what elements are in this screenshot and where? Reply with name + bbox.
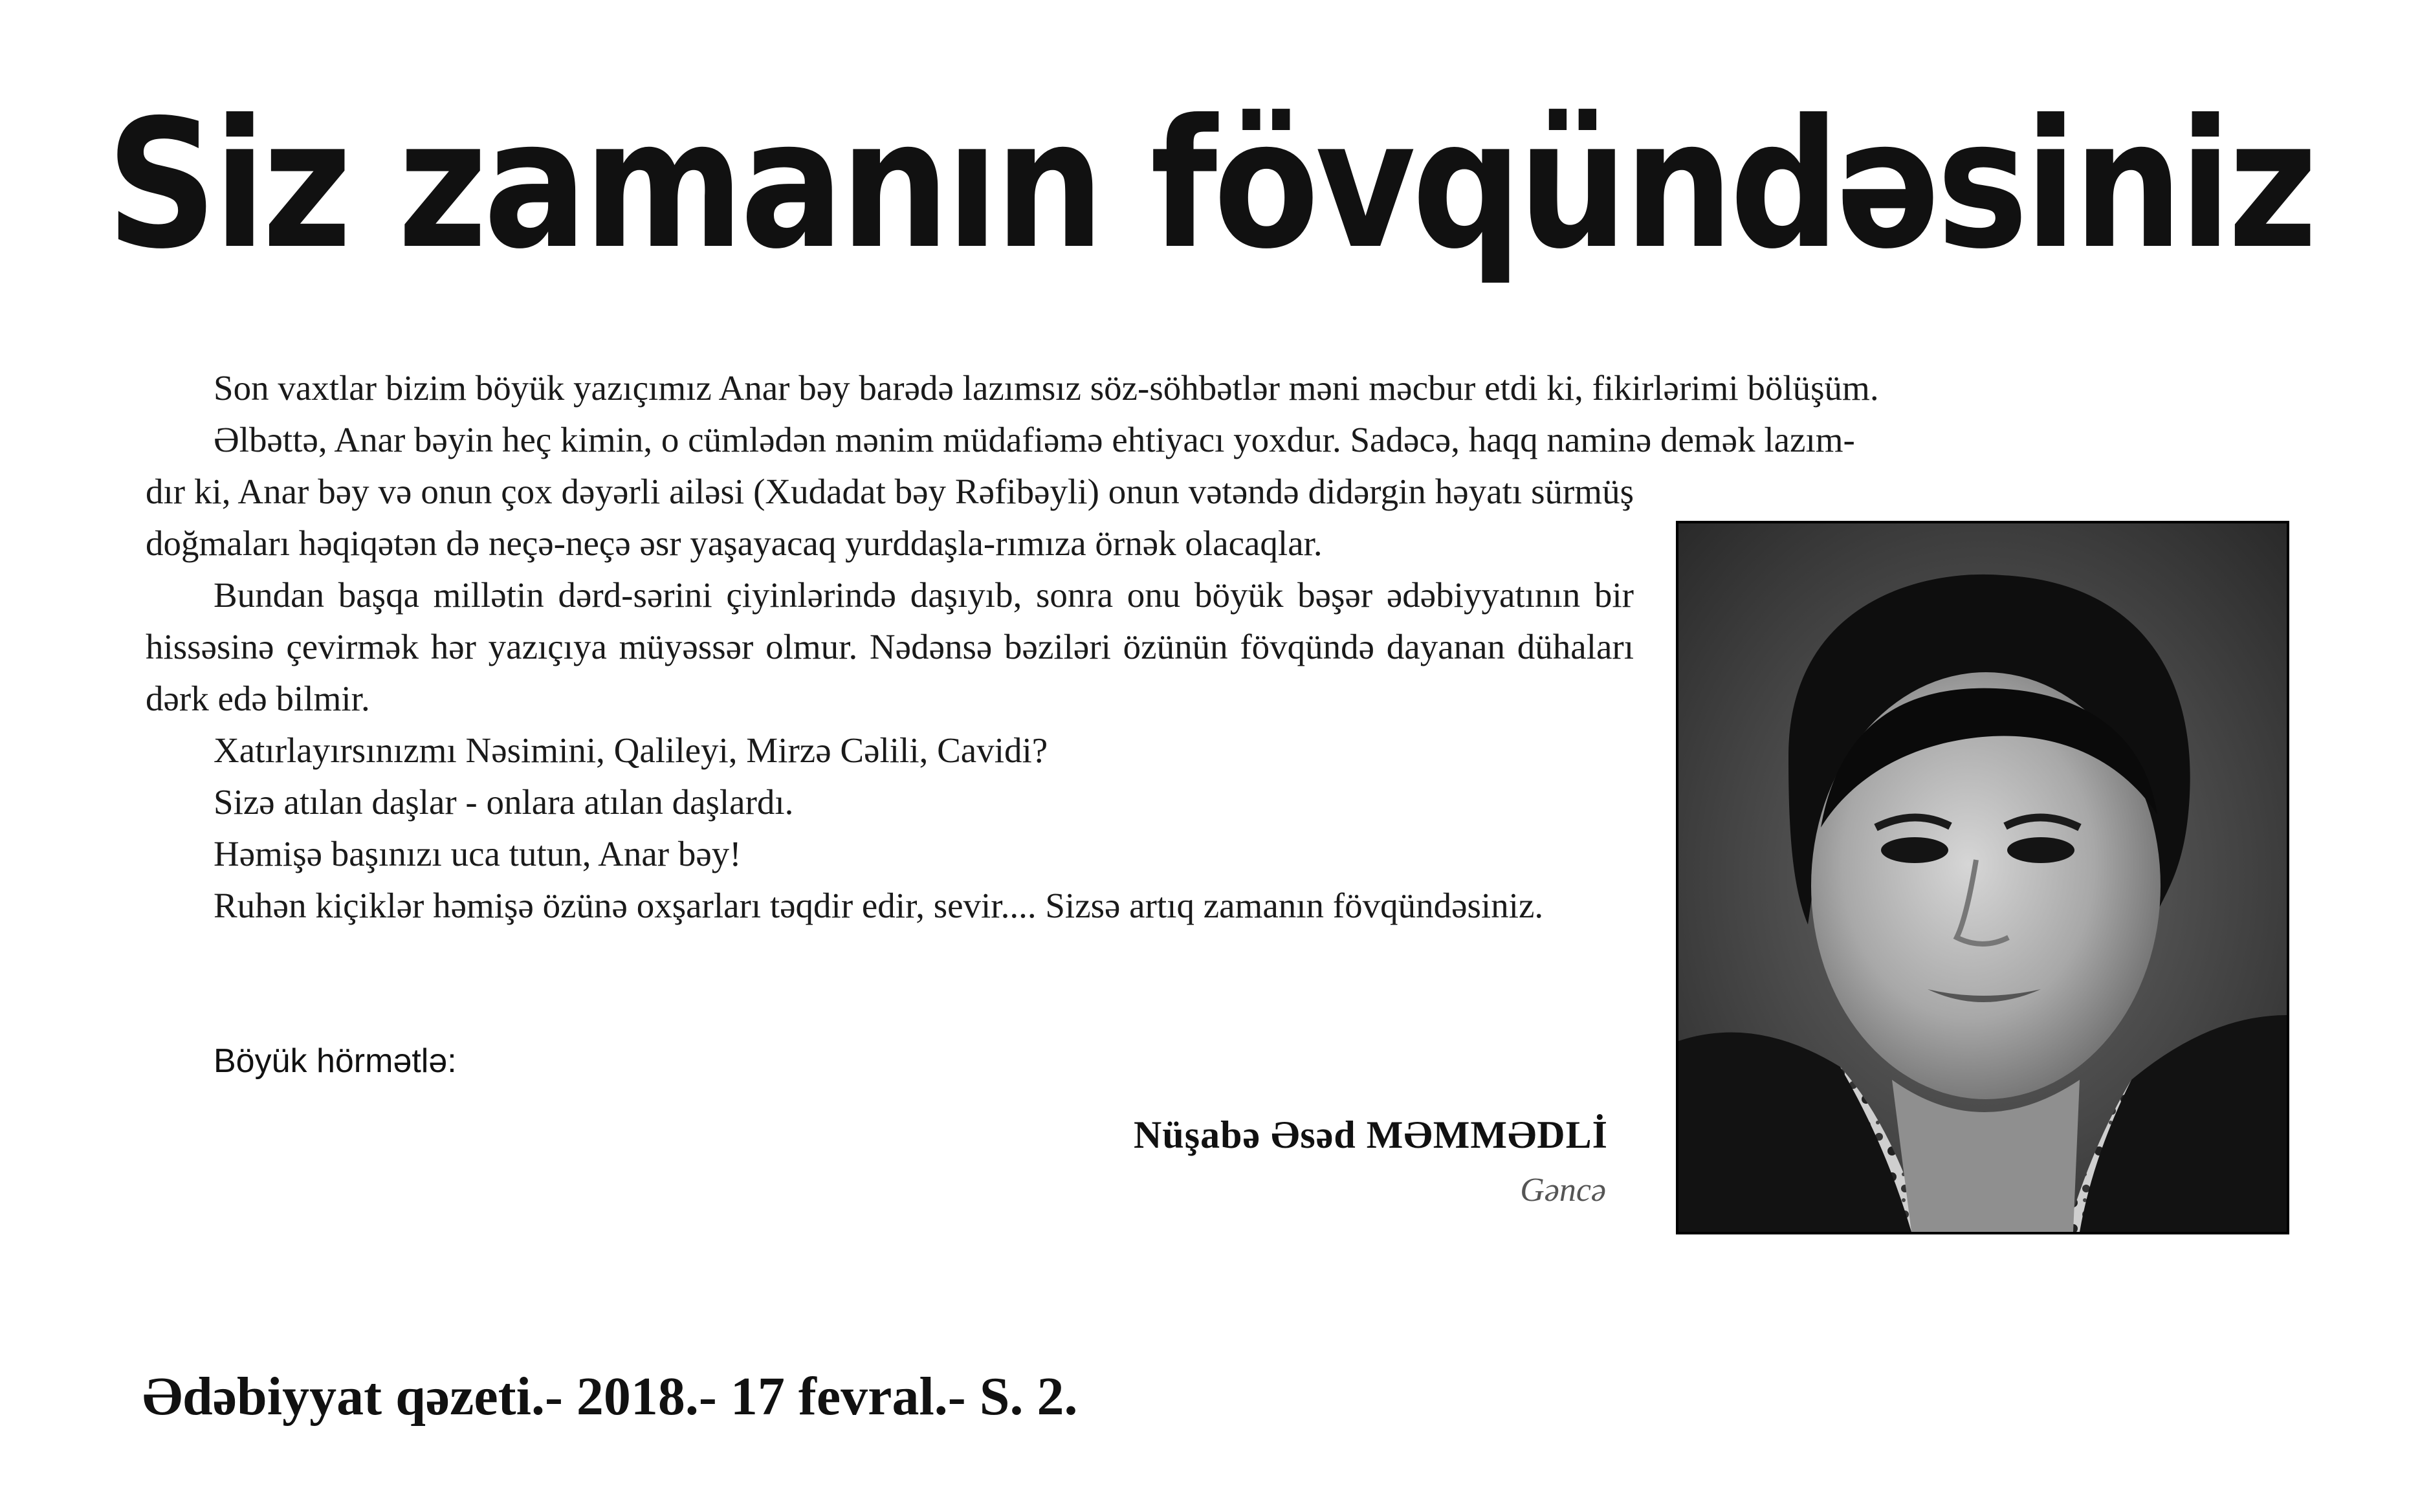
author-location: Gəncə <box>1520 1172 1606 1209</box>
article-title: Siz zamanın fövqündəsiniz <box>106 82 2314 289</box>
portrait-image <box>1678 523 2287 1232</box>
paragraph-6: Sizə atılan daşlar - onlara atılan daşlardı. <box>214 782 794 822</box>
paragraph-3: dır ki, Anar bəy və onun çox dəyərli ailəsi (Xudadat bəy Rəfibəyli) onun vətəndə didərgin həyatı sürmüş doğmaları həqiqətən də neçə-neçə əsr yaşayacaq yurddaşla-rımıza örnək olacaqlar. <box>146 472 1634 563</box>
paragraph-1: Son vaxtlar bizim böyük yazıçımız Anar bəy barədə lazımsız söz-söhbətlər məni məcbur etdi ki, fikirlərimi bölüşüm. <box>214 368 1879 408</box>
left-eye <box>1881 837 1948 863</box>
author-name: Nüşabə Əsəd MƏMMƏDLİ <box>1134 1113 1608 1156</box>
source-citation: Ədəbiyyat qəzeti.- 2018.- 17 fevral.- S. 2. <box>142 1366 1078 1427</box>
right-eye <box>2007 837 2074 863</box>
paragraph-5: Xatırlayırsınızmı Nəsimini, Qalileyi, Mirzə Cəlili, Cavidi? <box>214 730 1048 770</box>
paragraph-4: Bundan başqa millətin dərd-sərini çiyinlərində daşıyıb, sonra onu böyük bəşər ədəbiyyatının bir hissəsinə çevirmək hər yazıçıya müyəssər olmur. Nədənsə bəziləri özünün fövqündə dayanan dühaları dərk edə bilmir. <box>146 575 1634 718</box>
article-body <box>146 466 1634 932</box>
paragraph-8: Ruhən kiçiklər həmişə özünə oxşarları təqdir edir, sevir.... Sizsə artıq zamanın fövqündəsiniz. <box>214 886 1544 925</box>
paragraph-2: Əlbəttə, Anar bəyin heç kimin, o cümlədən mənim müdafiəmə ehtiyacı yoxdur. Sadəcə, haqq naminə demək lazım- <box>214 420 1855 459</box>
article-intro <box>146 362 2287 466</box>
paragraph-7: Həmişə başınızı uca tutun, Anar bəy! <box>214 834 742 873</box>
author-photo <box>1676 521 2289 1234</box>
closing-greeting: Böyük hörmətlə: <box>214 1042 457 1080</box>
